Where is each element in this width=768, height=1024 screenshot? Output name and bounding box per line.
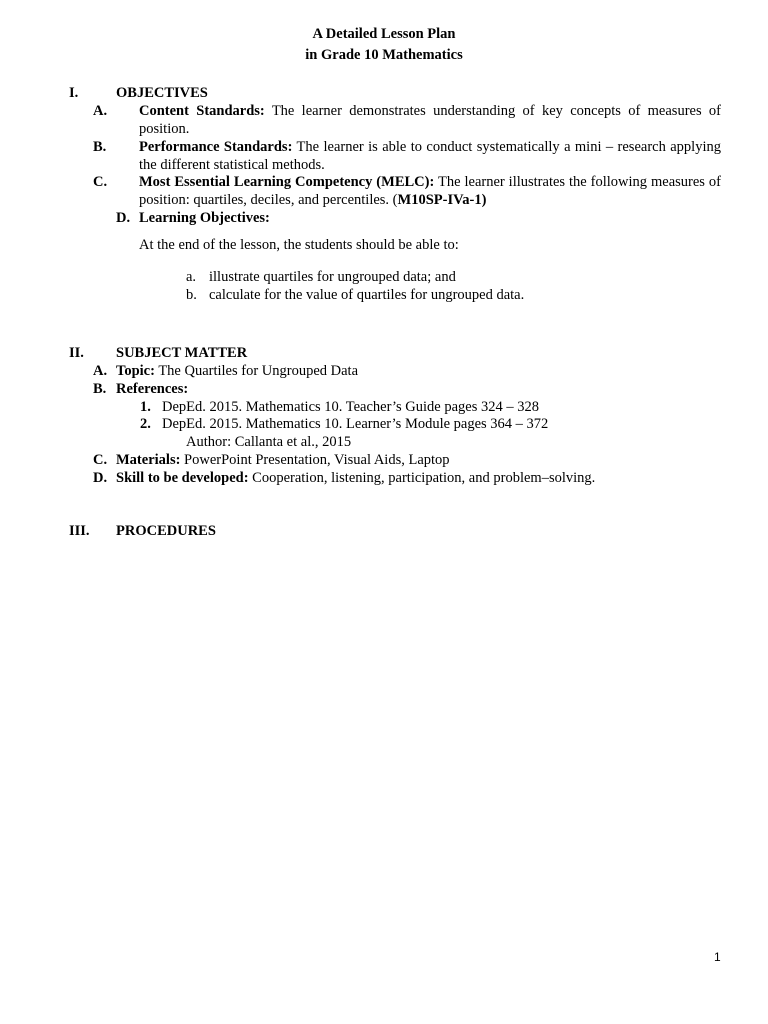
list-letter: C.	[93, 174, 108, 190]
document-title-line1: A Detailed Lesson Plan	[312, 26, 456, 42]
subject-materials	[93, 451, 450, 469]
learning-objective-b	[186, 286, 524, 304]
item-label: Topic:	[116, 363, 155, 379]
melc-code: M10SP-IVa-1)	[397, 192, 487, 208]
list-letter: C.	[93, 452, 108, 468]
section-numeral-objectives: I.	[69, 85, 79, 101]
subject-topic	[93, 362, 358, 380]
reference-author: Author: Callanta et al., 2015	[186, 434, 352, 450]
section-heading-objectives: OBJECTIVES	[116, 85, 208, 101]
objective-performance-standards	[93, 138, 721, 174]
item-text: The learner demonstrates understanding of key concepts of measures of position.	[139, 103, 721, 137]
objective-melc	[93, 173, 721, 209]
reference-text: DepEd. 2015. Mathematics 10. Teacher’s Guide pages 324 – 328	[162, 399, 539, 415]
list-number: 2.	[140, 416, 151, 432]
item-text: The learner illustrates the following measures of position: quartiles, deciles, and percentiles. (	[139, 174, 721, 208]
item-label: Learning Objectives:	[139, 210, 270, 226]
section-numeral-subject-matter: II.	[69, 345, 84, 361]
list-item-text: illustrate quartiles for ungrouped data; and	[209, 269, 456, 285]
list-marker: a.	[186, 269, 197, 285]
item-label: References:	[116, 381, 189, 397]
list-letter: D.	[116, 210, 131, 226]
objective-content-standards	[93, 102, 721, 138]
reference-item-1	[140, 398, 539, 416]
list-letter: A.	[93, 363, 108, 379]
item-label: Materials:	[116, 452, 181, 468]
item-text: The Quartiles for Ungrouped Data	[154, 363, 359, 379]
document-title-line2: in Grade 10 Mathematics	[305, 47, 463, 63]
list-number: 1.	[140, 399, 151, 415]
item-label: Performance Standards:	[139, 139, 293, 155]
section-heading-procedures: PROCEDURES	[116, 523, 216, 539]
item-text: PowerPoint Presentation, Visual Aids, Laptop	[180, 452, 450, 468]
item-label: Content Standards:	[139, 103, 265, 119]
item-label: Skill to be developed:	[116, 470, 249, 486]
section-numeral-procedures: III.	[69, 523, 90, 539]
item-label: Most Essential Learning Competency (MELC):	[139, 174, 435, 190]
reference-item-2	[140, 415, 548, 433]
section-heading-subject-matter: SUBJECT MATTER	[116, 345, 248, 361]
subject-skill	[93, 469, 595, 487]
learning-objectives-intro: At the end of the lesson, the students should be able to:	[139, 237, 459, 253]
subject-references	[93, 380, 188, 398]
page-number: 1	[714, 950, 721, 964]
learning-objective-a	[186, 268, 456, 286]
list-marker: b.	[186, 287, 197, 303]
list-letter: B.	[93, 381, 107, 397]
reference-text: DepEd. 2015. Mathematics 10. Learner’s Module pages 364 – 372	[162, 416, 549, 432]
item-text: Cooperation, listening, participation, and problem–solving.	[248, 470, 596, 486]
list-letter: B.	[93, 139, 107, 155]
list-item-text: calculate for the value of quartiles for ungrouped data.	[209, 287, 525, 303]
list-letter: A.	[93, 103, 108, 119]
objective-learning-objectives	[116, 209, 270, 227]
list-letter: D.	[93, 470, 108, 486]
item-text: The learner is able to conduct systematically a mini – research applying the different statistical methods.	[139, 139, 721, 173]
